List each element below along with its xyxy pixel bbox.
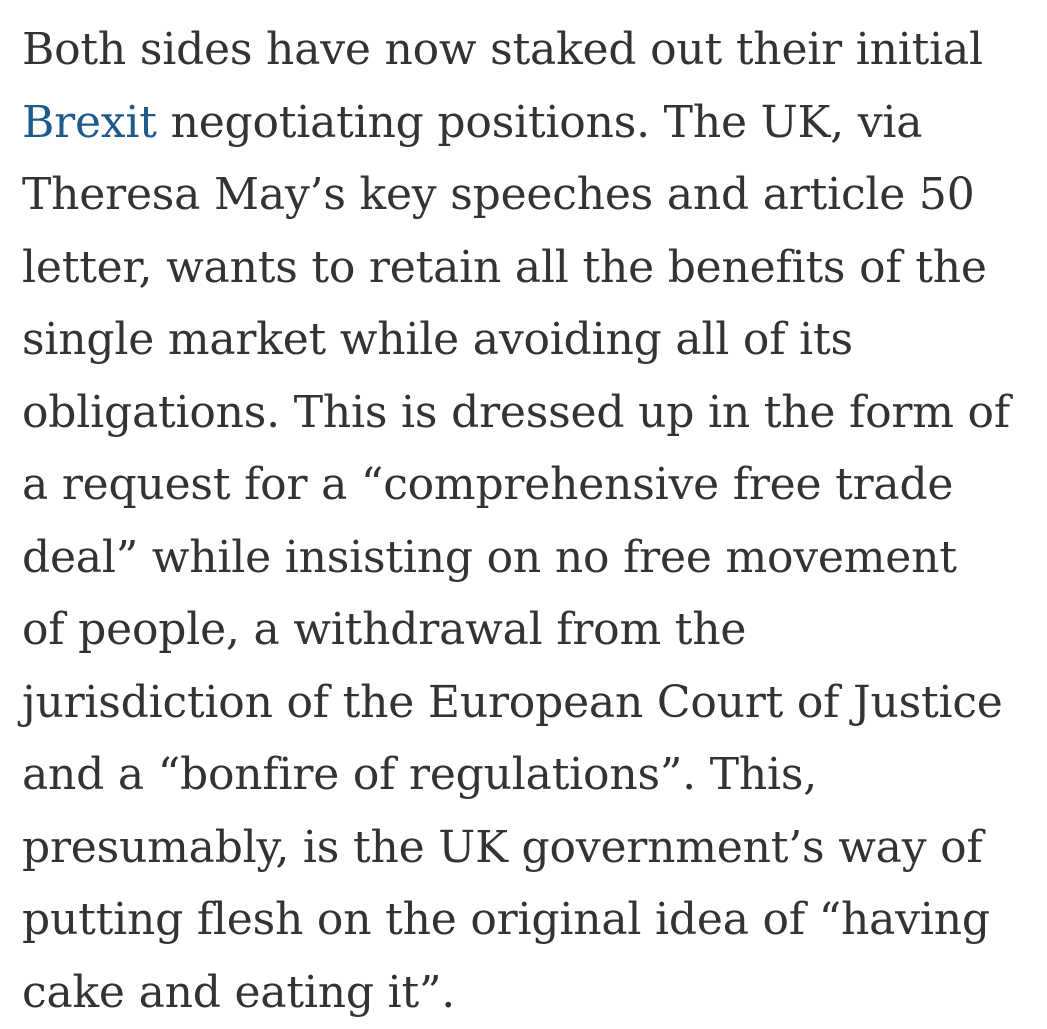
paragraph-line-9: of people, a withdrawal from the	[22, 594, 1047, 667]
paragraph-line-1: Both sides have now staked out their initial	[22, 14, 1047, 87]
paragraph-line-4: letter, wants to retain all the benefits of the	[22, 232, 1047, 305]
brexit-link[interactable]: Brexit	[22, 97, 157, 148]
paragraph-line-14: cake and eating it”.	[22, 957, 1047, 1029]
paragraph-line-11: and a “bonfire of regulations”. This,	[22, 739, 1047, 812]
paragraph-line-7: a request for a “comprehensive free trade	[22, 449, 1047, 522]
paragraph-line-2	[22, 87, 1047, 160]
paragraph-line-10: jurisdiction of the European Court of Justice	[22, 667, 1047, 740]
article-paragraph	[22, 14, 1047, 1029]
paragraph-line-2-text: negotiating positions. The UK, via	[157, 97, 923, 148]
paragraph-line-13: putting flesh on the original idea of “having	[22, 884, 1047, 957]
paragraph-line-6: obligations. This is dressed up in the form of	[22, 377, 1047, 450]
paragraph-line-12: presumably, is the UK government’s way of	[22, 812, 1047, 885]
paragraph-line-3: Theresa May’s key speeches and article 50	[22, 159, 1047, 232]
paragraph-line-5: single market while avoiding all of its	[22, 304, 1047, 377]
paragraph-line-8: deal” while insisting on no free movement	[22, 522, 1047, 595]
